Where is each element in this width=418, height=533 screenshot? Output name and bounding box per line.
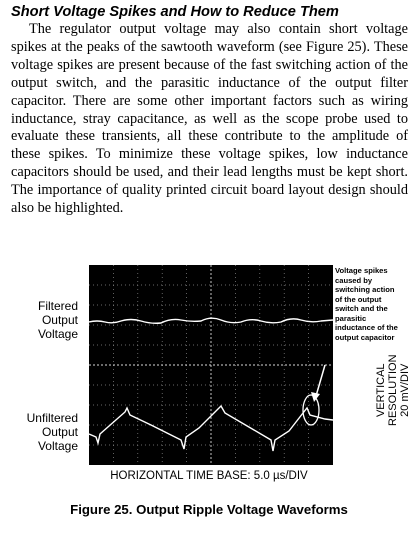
- scope-center-axes: [89, 265, 333, 465]
- section-heading: Short Voltage Spikes and How to Reduce Them: [11, 4, 339, 20]
- unfiltered-label-line: Output: [41, 425, 78, 439]
- filtered-label-line: Filtered: [37, 299, 78, 313]
- oscilloscope-screen: [89, 265, 333, 465]
- unfiltered-label-line: Voltage: [37, 439, 78, 453]
- spike-annotation: [335, 266, 415, 342]
- annotation-line: inductance of the: [335, 323, 398, 332]
- unfiltered-trace: [89, 406, 333, 451]
- annotation-line: output capacitor: [335, 332, 395, 342]
- annotation-arrowhead: [311, 392, 320, 402]
- vertical-resolution-line: 20 mV/DIV: [399, 363, 411, 417]
- filtered-label-line: Voltage: [37, 327, 78, 341]
- vertical-resolution-line: RESOLUTION: [387, 354, 399, 426]
- annotation-line: caused by: [335, 275, 373, 285]
- annotation-line: switch and the: [335, 304, 388, 313]
- annotation-arrow: [316, 365, 325, 396]
- filtered-output-voltage-label: [10, 299, 78, 341]
- annotation-line: Voltage spikes: [335, 266, 388, 275]
- annotation-line: of the output: [335, 294, 382, 304]
- figure-caption: Figure 25. Output Ripple Voltage Waveforms: [70, 502, 348, 517]
- time-base-label: HORIZONTAL TIME BASE: 5.0 µs/DIV: [110, 470, 308, 482]
- vertical-resolution-line: VERTICAL: [375, 363, 387, 418]
- unfiltered-label-line: Unfiltered: [26, 411, 78, 425]
- oscilloscope-traces: [89, 265, 333, 465]
- body-paragraph: The regulator output voltage may also contain short voltage spikes at the peaks of the sawtooth waveform (see Figure 25). These voltage spikes are present because of the fast switching action of the output switch, and the parasitic inductance of the output filter capacitor. There are some other important factors such as wiring inductance, stray capacitance, as well as the scope probe used to evaluate these transients, all these contribute to the amplitude of these spikes. To minimize these voltage spikes, low inductance capacitors should be used, and their lead lengths must be kept short. The importance of quality printed circuit board layout design should also be highlighted.: [11, 21, 408, 217]
- unfiltered-output-voltage-label: [10, 411, 78, 453]
- annotation-line: parasitic: [335, 313, 367, 323]
- annotation-line: switching action: [335, 285, 395, 294]
- filtered-label-line: Output: [41, 313, 78, 327]
